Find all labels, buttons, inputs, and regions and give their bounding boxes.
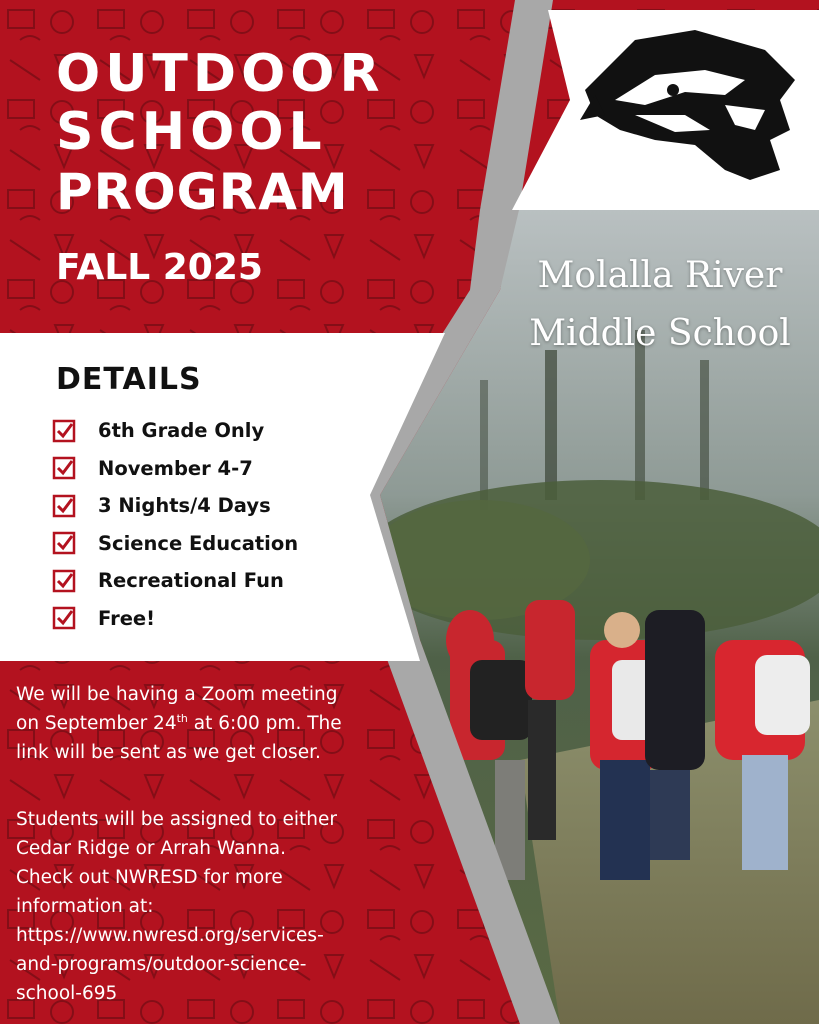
checkbox-checked-icon	[52, 606, 76, 630]
zoom-meeting-paragraph	[16, 680, 426, 767]
title-line-school: SCHOOL	[56, 102, 327, 162]
wolverine-mascot-icon	[575, 20, 800, 195]
assignment-line: information at:	[16, 896, 154, 917]
checkbox-checked-icon	[52, 494, 76, 518]
detail-text: 6th Grade Only	[98, 419, 265, 443]
detail-item	[52, 450, 298, 488]
ordinal-suffix: th	[176, 711, 188, 725]
details-list	[52, 412, 298, 637]
assignment-line: Cedar Ridge or Arrah Wanna.	[16, 838, 287, 859]
nwresd-link-line: and-programs/outdoor-science-	[16, 954, 307, 975]
detail-text: Recreational Fun	[98, 569, 284, 593]
meeting-line-3: link will be sent as we get closer.	[16, 742, 321, 763]
meeting-line-1: We will be having a Zoom meeting	[16, 684, 338, 705]
detail-item	[52, 487, 298, 525]
detail-item	[52, 600, 298, 638]
meeting-line-2	[16, 709, 426, 738]
details-heading: DETAILS	[56, 362, 202, 397]
school-name-line-2: Middle School	[529, 313, 791, 354]
term-label: FALL 2025	[56, 247, 263, 288]
checkbox-checked-icon	[52, 419, 76, 443]
checkbox-checked-icon	[52, 456, 76, 480]
detail-text: Free!	[98, 606, 156, 630]
detail-item	[52, 412, 298, 450]
assignment-line: Students will be assigned to either	[16, 809, 337, 830]
checkbox-checked-icon	[52, 531, 76, 555]
detail-text: Science Education	[98, 531, 299, 555]
meeting-time-text: at 6:00 pm. The	[187, 713, 342, 734]
title-line-outdoor: OUTDOOR	[56, 44, 385, 104]
detail-item	[52, 525, 298, 563]
detail-text: November 4-7	[98, 456, 253, 480]
nwresd-link-line: school-695	[16, 983, 118, 1004]
title-line-program: PROGRAM	[56, 163, 349, 221]
detail-item	[52, 562, 298, 600]
assignment-paragraph	[16, 805, 426, 1008]
detail-text: 3 Nights/4 Days	[98, 494, 271, 518]
meeting-date-text: on September 24	[16, 713, 177, 734]
nwresd-link-line: https://www.nwresd.org/services-	[16, 925, 324, 946]
school-name-line-1: Molalla River	[537, 255, 783, 296]
assignment-line: Check out NWRESD for more	[16, 867, 283, 888]
checkbox-checked-icon	[52, 569, 76, 593]
